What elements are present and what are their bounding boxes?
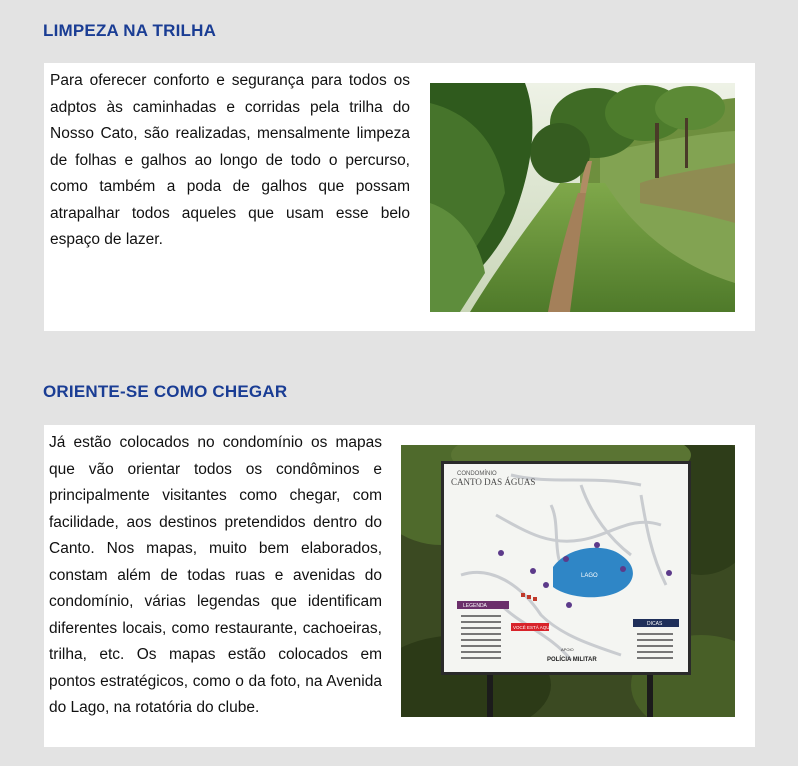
card-limpeza [44,63,755,331]
map-tips-title: DICAS [647,621,663,627]
section-title-oriente: ORIENTE-SE COMO CHEGAR [43,382,288,401]
map-you-are-here: VOCÊ ESTÁ AQUI [513,625,551,630]
trail-photo [430,83,735,312]
card-oriente [44,425,755,747]
map-lake-label: LAGO [581,573,598,579]
trail-photo-illustration [430,83,735,312]
map-police: POLÍCIA MILITAR [547,657,597,663]
map-sign-brand-small: CONDOMÍNIO [457,471,497,477]
map-sign-photo [401,445,735,717]
map-police-small: APOIO [561,647,574,652]
section-title-limpeza: LIMPEZA NA TRILHA [43,21,217,40]
paragraph-oriente: Já estão colocados no condomínio os mapas que vão orientar todos os condôminos e principalmente visitantes como chegar, com facilidade, aos destinos pretendidos dentro do Canto. Nos mapas, muito bem elaborados, constam além de todas ruas e avenidas do condomínio, várias legendas que identificam diferentes locais, como restaurante, cachoeiras, trilha, etc. Os mapas estão colocados em pontos estratégicos, como o da foto, na Avenida do Lago, na rotatória do clube. [49,434,382,716]
map-sign-brand: CANTO DAS ÁGUAS [451,477,536,487]
map-legend-title: LEGENDA [463,603,487,609]
paragraph-limpeza: Para oferecer conforto e segurança para todos os adptos às caminhadas e corridas pela trilha do Nosso Cato, são realizadas, mensalmente limpeza de folhas e galhos ao longo de todo o percurso, como também a poda de galhos que possam atrapalhar todos aqueles que usam esse belo espaço de lazer. [50,72,410,248]
map-sign-illustration [401,445,735,717]
